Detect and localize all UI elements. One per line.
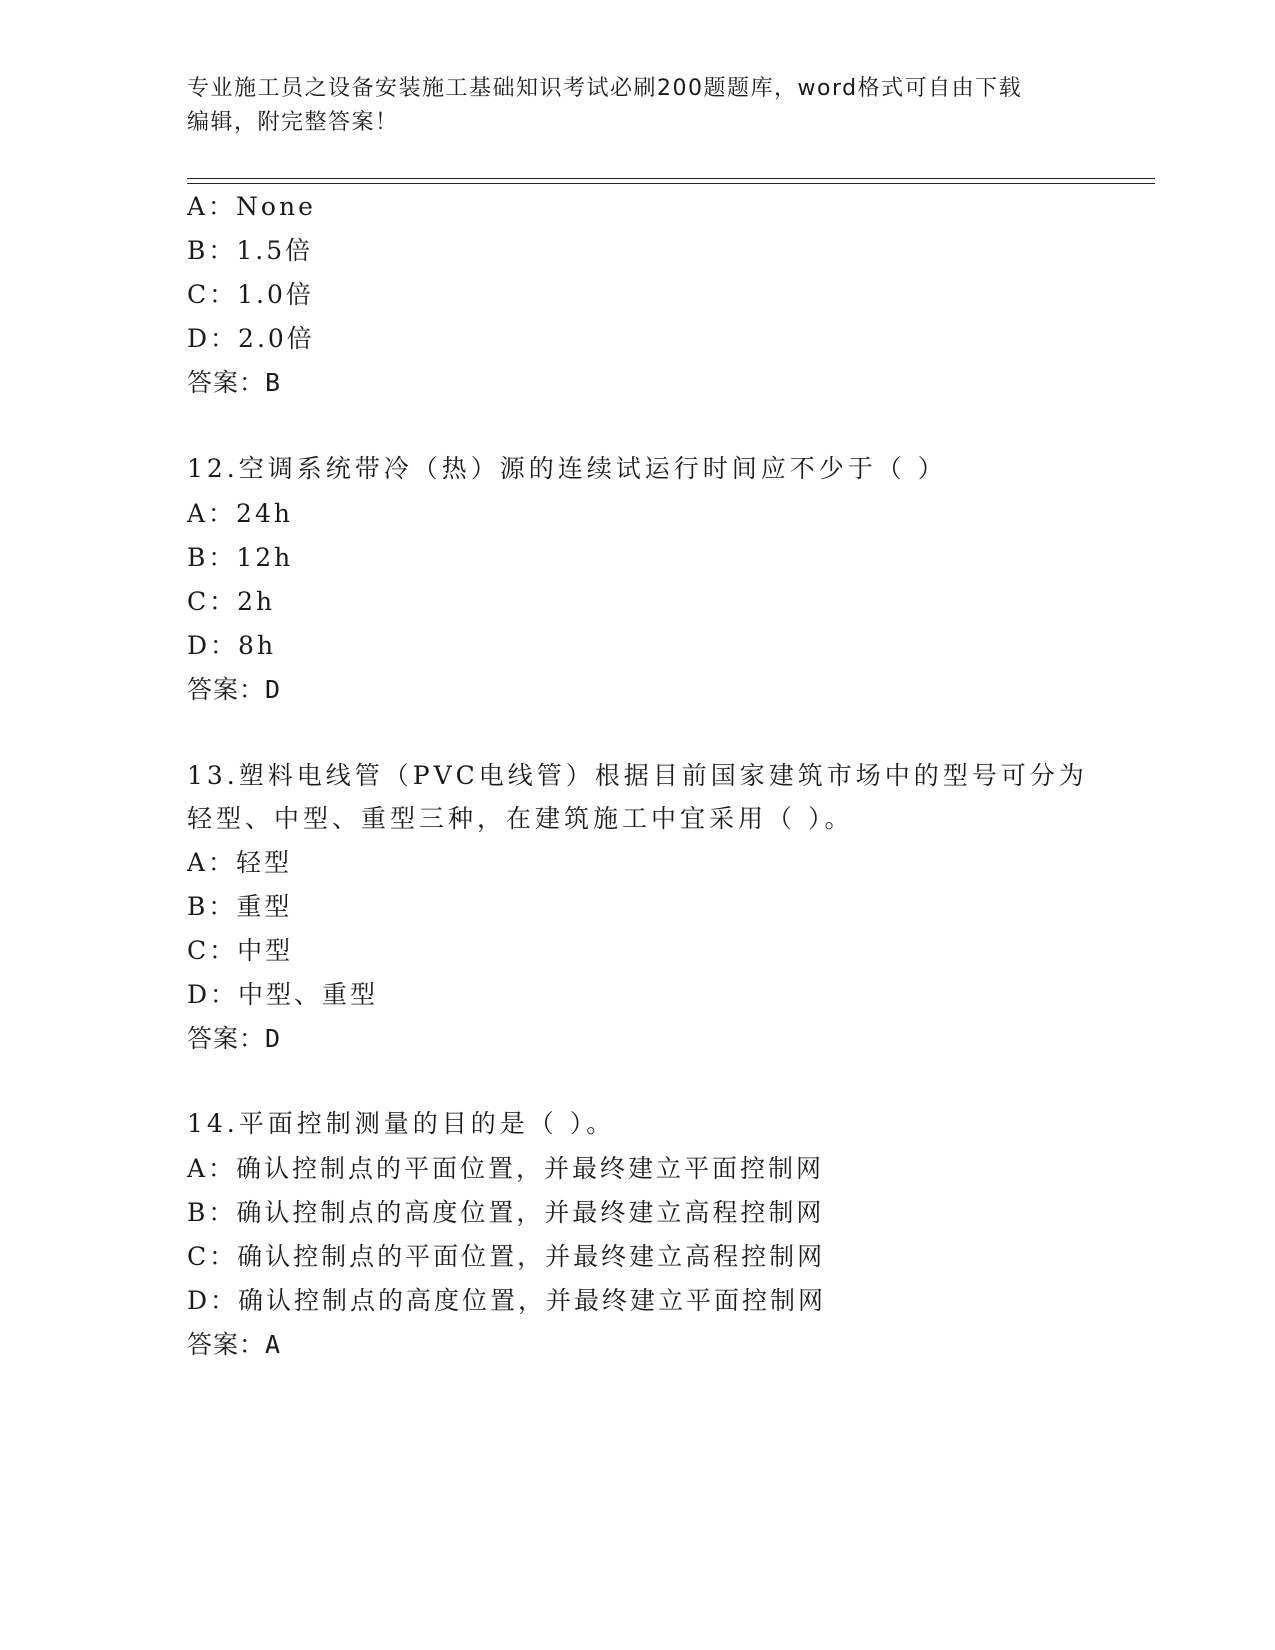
answer-value: B [265,368,282,397]
q12-answer [187,673,281,707]
header-title-line-1: 专业施工员之设备安装施工基础知识考试必刷200题题库，word格式可自由下载 [187,76,1023,101]
q12-stem: 12.空调系统带冷（热）源的连续试运行时间应不少于（ ） [187,454,947,483]
answer-value: D [265,675,282,704]
header-divider-top [187,178,1155,179]
answer-label: 答案： [187,675,266,704]
q11-option-a: A：None [187,192,316,221]
answer-label: 答案： [187,368,266,397]
header-divider-bottom [187,183,1155,184]
q13-stem-line-2: 轻型、中型、重型三种，在建筑施工中宜采用（ ）。 [187,804,854,833]
q11-option-c: C：1.0倍 [187,280,314,309]
q14-stem: 14.平面控制测量的目的是（ ）。 [187,1109,616,1138]
answer-label: 答案： [187,1024,266,1053]
answer-value: A [265,1330,282,1359]
q14-option-d: D：确认控制点的高度位置，并最终建立平面控制网 [187,1286,827,1315]
q13-option-d: D：中型、重型 [187,980,379,1009]
q14-answer [187,1328,281,1362]
q11-answer [187,366,281,400]
q12-option-a: A：24h [187,499,293,528]
answer-value: D [265,1024,282,1053]
q13-option-a: A：轻型 [187,848,293,877]
q11-option-b: B：1.5倍 [187,236,314,265]
q13-answer [187,1022,281,1056]
header-title-line-2: 编辑，附完整答案！ [187,110,399,135]
q12-option-c: C：2h [187,587,276,616]
q11-option-d: D：2.0倍 [187,324,315,353]
q13-option-c: C：中型 [187,936,294,965]
q13-stem-line-1: 13.塑料电线管（PVC电线管）根据目前国家建筑市场中的型号可分为 [187,761,1088,790]
q14-option-a: A：确认控制点的平面位置，并最终建立平面控制网 [187,1154,825,1183]
q13-option-b: B：重型 [187,892,293,921]
q14-option-c: C：确认控制点的平面位置，并最终建立高程控制网 [187,1242,826,1271]
q12-option-b: B：12h [187,543,294,572]
answer-label: 答案： [187,1330,266,1359]
q14-option-b: B：确认控制点的高度位置，并最终建立高程控制网 [187,1198,825,1227]
q12-option-d: D：8h [187,631,277,660]
document-header [187,72,1067,140]
